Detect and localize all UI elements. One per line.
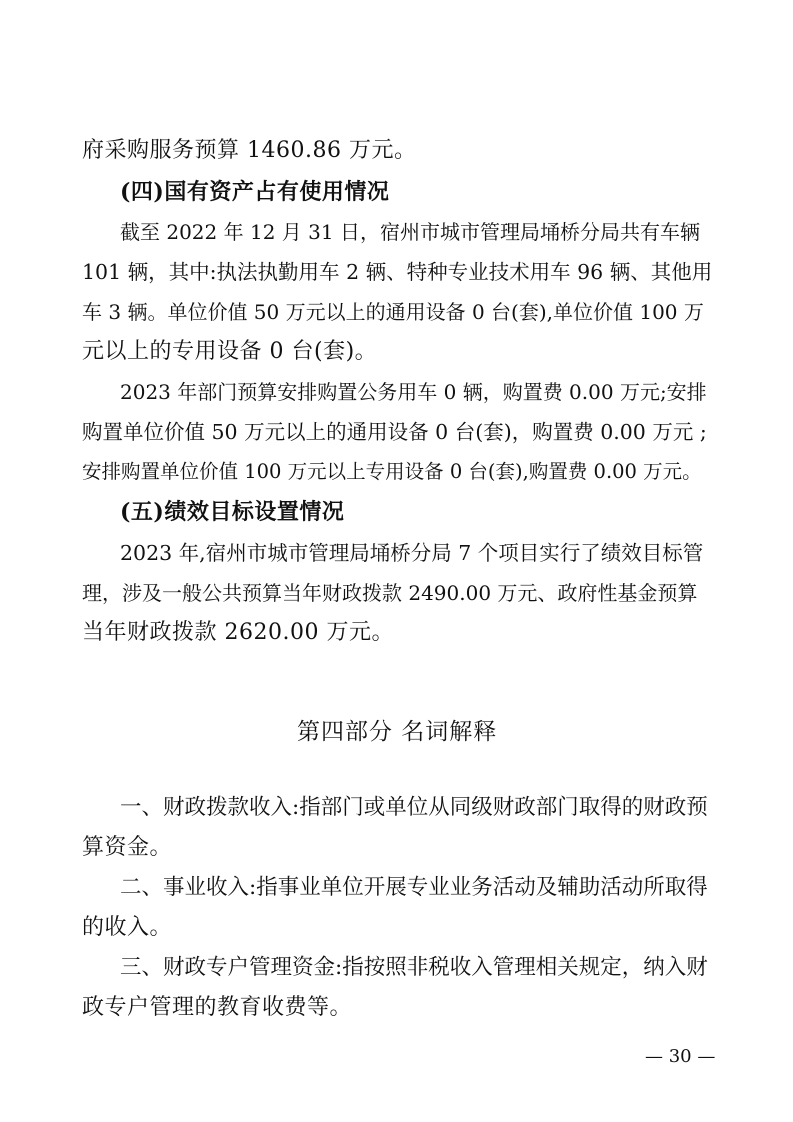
paragraph-line: 一、财政拨款收入:指部门或单位从同级财政部门取得的财政预: [120, 795, 708, 820]
paragraph-line: 安排购置单位价值 100 万元以上专用设备 0 台(套),购置费 0.00 万元。: [82, 460, 702, 483]
paragraph-line: 当年财政拨款 2620.00 万元。: [82, 620, 394, 645]
paragraph-line: 理，涉及一般公共预算当年财政拨款 2490.00 万元、政府性基金预算: [82, 581, 698, 605]
paragraph-line: 三、财政专户管理资金:指按照非税收入管理相关规定，纳入财: [120, 955, 708, 980]
paragraph-line: 元以上的专用设备 0 台(套)。: [82, 339, 378, 364]
paragraph-line: 车 3 辆。单位价值 50 万元以上的通用设备 0 台(套),单位价值 100 万: [82, 300, 704, 324]
part-four-title: 第四部分 名词解释: [297, 719, 498, 745]
paragraph-line: 101 辆，其中:执法执勤用车 2 辆、特种专业技术用车 96 辆、其他用: [82, 260, 713, 284]
paragraph-line: 政专户管理的教育收费等。: [82, 995, 353, 1020]
paragraph-line: 二、事业收入:指事业单位开展专业业务活动及辅助活动所取得: [120, 875, 708, 900]
paragraph-line: 2023 年,宿州市城市管理局埇桥分局 7 个项目实行了绩效目标管: [120, 541, 704, 565]
page-number: — 30 —: [645, 1046, 716, 1067]
paragraph-line: 算资金。: [82, 835, 173, 860]
section-heading-performance-goals: (五)绩效目标设置情况: [120, 499, 345, 525]
paragraph-line: 2023 年部门预算安排购置公务用车 0 辆，购置费 0.00 万元;安排: [120, 380, 707, 404]
paragraph-line: 的收入。: [82, 915, 173, 940]
paragraph-line: 府采购服务预算 1460.86 万元。: [82, 138, 417, 163]
paragraph-line: 购置单位价值 50 万元以上的通用设备 0 台(套)，购置费 0.00 万元 ;: [82, 420, 707, 444]
paragraph-line: 截至 2022 年 12 月 31 日，宿州市城市管理局埇桥分局共有车辆: [120, 220, 700, 244]
section-heading-state-assets: (四)国有资产占有使用情况: [120, 179, 390, 205]
